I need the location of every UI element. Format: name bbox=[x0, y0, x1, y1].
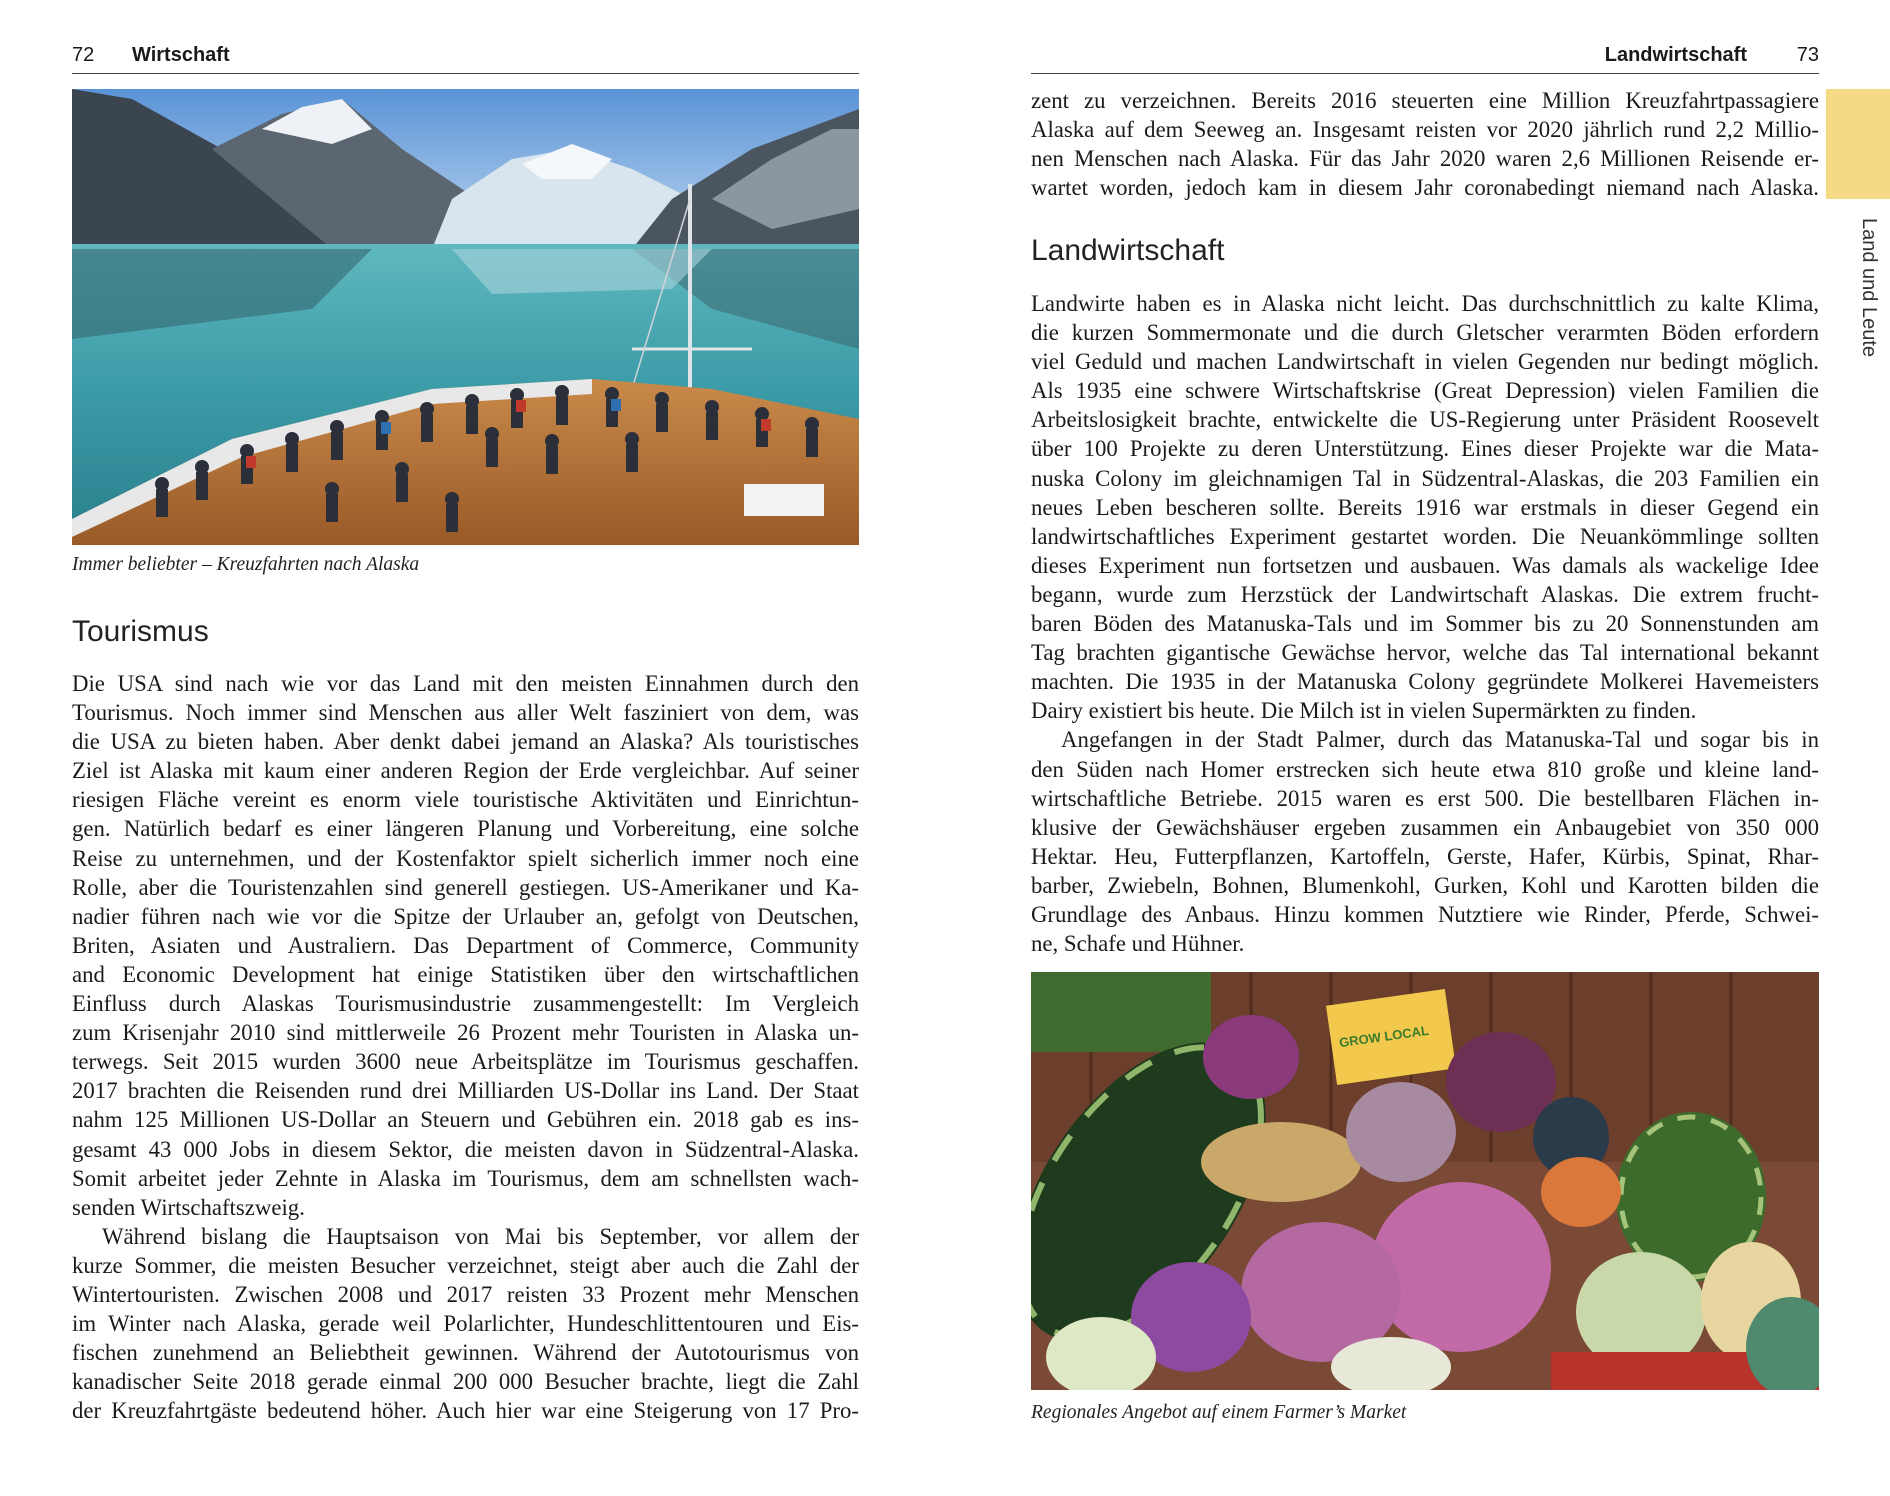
text-line: der Kreuzfahrtgäste bedeutend höher. Auch hier war eine Steigerung von 17 Pro- bbox=[72, 1398, 859, 1424]
text-line: and Economic Development hat einige Statistiken über den wirtschaftlichen bbox=[72, 961, 859, 987]
text-line: Landwirte haben es in Alaska nicht leicht. Das durchschnittlich zu kalte Klima, bbox=[1031, 291, 1819, 316]
text-line: Reise zu unternehmen, und der Kostenfaktor spielt sicherlich immer noch eine bbox=[72, 845, 859, 871]
text-line: Tourismus. Noch immer sind Menschen aus aller Welt fasziniert von dem, was bbox=[72, 700, 859, 726]
text-line: den Süden nach Homer erstrecken sich heute etwa 810 große und kleine land- bbox=[1031, 756, 1819, 782]
text-line: baren Böden des Matanuska-Tals und im Sommer bis zu 20 Sonnenstunden am bbox=[1031, 611, 1819, 637]
text-line: Rolle, aber die Touristenzahlen sind generell gestiegen. US-Amerikaner und Ka- bbox=[72, 874, 859, 900]
text-line: terwegs. Seit 2015 wurden 3600 neue Arbeitsplätze im Tourismus geschaffen. bbox=[72, 1049, 859, 1075]
text-line: Briten, Asiaten und Australiern. Das Department of Commerce, Community bbox=[72, 932, 859, 958]
tourismus-heading: Tourismus bbox=[72, 615, 209, 648]
text-line: fischen zunehmend an Beliebtheit gewinnen. Während der Autotourismus von bbox=[72, 1340, 859, 1366]
farmers-market-photo bbox=[1031, 972, 1819, 1390]
left-running-title: Wirtschaft bbox=[132, 44, 230, 66]
text-line: zent zu verzeichnen. Bereits 2016 steuerten eine Million Kreuzfahrtpassagiere bbox=[1031, 88, 1819, 113]
text-line: machten. Die 1935 in der Matanuska Colony gegründete Molkerei Havemeisters bbox=[1031, 669, 1819, 695]
text-line: die kurzen Sommermonate und die durch Gletscher verarmten Böden erfordern bbox=[1031, 320, 1819, 346]
text-line: Tag brachten gigantische Gewächse hervor, welche das Tal international bekannt bbox=[1031, 640, 1819, 666]
text-line: kanadischer Seite 2018 gerade einmal 200 000 Besucher brachte, liegt die Zahl bbox=[72, 1369, 859, 1395]
cruise-photo-caption: Immer beliebter – Kreuzfahrten nach Alaska bbox=[72, 554, 420, 575]
right-running-title: Landwirtschaft bbox=[1604, 44, 1747, 66]
text-line: zum Krisenjahr 2010 sind mittlerweile 26 Prozent mehr Touristen in Alaska un- bbox=[72, 1020, 859, 1046]
text-line: nuska Colony im gleichnamigen Tal in Südzentral-Alaskas, die 203 Familien ein bbox=[1031, 465, 1819, 491]
text-line: nadier führen nach wie vor die Spitze der Urlauber an, gefolgt von Deutschen, bbox=[72, 903, 859, 929]
text-line: riesigen Fläche vereint es enorm viele touristische Aktivitäten und Einrichtun- bbox=[72, 787, 859, 813]
text-line: barber, Zwiebeln, Bohnen, Blumenkohl, Gurken, Kohl und Karotten bilden die bbox=[1031, 872, 1819, 898]
text-line: landwirtschaftliches Experiment gestartet worden. Die Neuankömmlinge sollten bbox=[1031, 523, 1819, 549]
cruise-ship-photo bbox=[72, 89, 859, 545]
text-line: klusive der Gewächshäuser ergeben zusammen ein Anbaugebiet von 350 000 bbox=[1031, 814, 1819, 840]
text-line: Ziel ist Alaska mit kaum einer anderen Region der Erde vergleichbar. Auf seiner bbox=[72, 758, 859, 784]
left-page-header bbox=[72, 40, 859, 74]
text-line: wartet worden, jedoch kam in diesem Jahr coronabedingt niemand nach Alaska. bbox=[1031, 175, 1819, 201]
left-page-number: 72 bbox=[72, 44, 95, 66]
text-line: kurze Sommer, die meisten Besucher verzeichnet, steigt aber auch die Zahl der bbox=[72, 1252, 859, 1278]
text-line: begann, wurde zum Herzstück der Landwirtschaft Alaskas. Die extrem frucht- bbox=[1031, 581, 1819, 607]
text-line: nen Menschen nach Alaska. Für das Jahr 2020 waren 2,6 Millionen Reisende er- bbox=[1031, 146, 1819, 172]
chapter-tab-marker bbox=[1826, 89, 1890, 199]
right-continuation-text bbox=[1031, 86, 1819, 202]
text-line: Alaska auf dem Seeweg an. Insgesamt reisten vor 2020 jährlich rund 2,2 Millio- bbox=[1031, 117, 1819, 143]
text-line: 2017 brachten die Reisenden rund drei Milliarden US-Dollar ins Land. Der Staat bbox=[72, 1078, 859, 1104]
text-line: nahm 125 Millionen US-Dollar an Steuern und Gebühren ein. 2018 gab es ins- bbox=[72, 1107, 859, 1133]
text-line: über 100 Projekte zu deren Unterstützung. Eines dieser Projekte war die Mata- bbox=[1031, 436, 1819, 462]
text-line: wirtschaftliche Betriebe. 2015 waren es erst 500. Die bestellbaren Flächen in- bbox=[1031, 785, 1819, 811]
farmers-market-caption: Regionales Angebot auf einem Farmer’s Market bbox=[1031, 1402, 1407, 1423]
text-line: Die USA sind nach wie vor das Land mit den meisten Einnahmen durch den bbox=[72, 671, 859, 696]
text-line: dieses Experiment nun fortsetzen und ausbauen. Was damals als wackelige Idee bbox=[1031, 552, 1819, 578]
right-page-header bbox=[1031, 40, 1819, 74]
text-line: Wintertouristen. Zwischen 2008 und 2017 reisten 33 Prozent mehr Menschen bbox=[72, 1281, 859, 1307]
chapter-side-label: Land und Leute bbox=[1858, 218, 1880, 358]
text-line: gesamt 43 000 Jobs in diesem Sektor, die meisten davon in Südzentral-Alaska. bbox=[72, 1136, 859, 1162]
text-line: Als 1935 eine schwere Wirtschaftskrise (Great Depression) vielen Familien die bbox=[1031, 378, 1819, 404]
text-line: senden Wirtschaftszweig. bbox=[72, 1194, 305, 1220]
text-line: gen. Natürlich bedarf es einer längeren Planung und Vorbereitung, eine solche bbox=[72, 816, 859, 842]
text-line: im Winter nach Alaska, gerade weil Polarlichter, Hundeschlittentouren und Eis- bbox=[72, 1311, 859, 1337]
right-page-number: 73 bbox=[1796, 44, 1819, 66]
text-line: neues Leben bescheren sollte. Bereits 1916 war erstmals in dieser Gegend ein bbox=[1031, 494, 1819, 520]
grow-local-sign-text: GROW LOCAL bbox=[1338, 1022, 1430, 1051]
text-line: ne, Schafe und Hühner. bbox=[1031, 931, 1245, 957]
text-line: viel Geduld und machen Landwirtschaft in vielen Gegenden nur bedingt möglich. bbox=[1031, 349, 1819, 375]
text-line: Angefangen in der Stadt Palmer, durch das Matanuska-Tal und sogar bis in bbox=[1061, 727, 1819, 753]
text-line: Hektar. Heu, Futterpflanzen, Kartoffeln, Gerste, Hafer, Kürbis, Spinat, Rhar- bbox=[1031, 843, 1819, 869]
landwirtschaft-heading: Landwirtschaft bbox=[1031, 234, 1225, 267]
right-header-rule bbox=[1031, 73, 1819, 74]
text-line: Dairy existiert bis heute. Die Milch ist in vielen Supermärkten zu finden. bbox=[1031, 698, 1697, 724]
text-line: die USA zu bieten haben. Aber denkt dabei jemand an Alaska? Als touristisches bbox=[72, 729, 859, 755]
text-line: Einfluss durch Alaskas Tourismusindustrie zusammengestellt: Im Vergleich bbox=[72, 991, 859, 1017]
left-header-rule bbox=[72, 73, 859, 74]
text-line: Somit arbeitet jeder Zehnte in Alaska im Tourismus, dem am schnellsten wach- bbox=[72, 1165, 859, 1191]
text-line: Während bislang die Hauptsaison von Mai bis September, vor allem der bbox=[102, 1223, 859, 1249]
left-body-text bbox=[72, 669, 859, 1425]
text-line: Arbeitslosigkeit brachte, entwickelte die US-Regierung unter Präsident Roosevelt bbox=[1031, 407, 1819, 433]
right-body-text bbox=[1031, 289, 1819, 958]
text-line: Grundlage des Anbaus. Hinzu kommen Nutztiere wie Rinder, Pferde, Schwei- bbox=[1031, 901, 1819, 927]
